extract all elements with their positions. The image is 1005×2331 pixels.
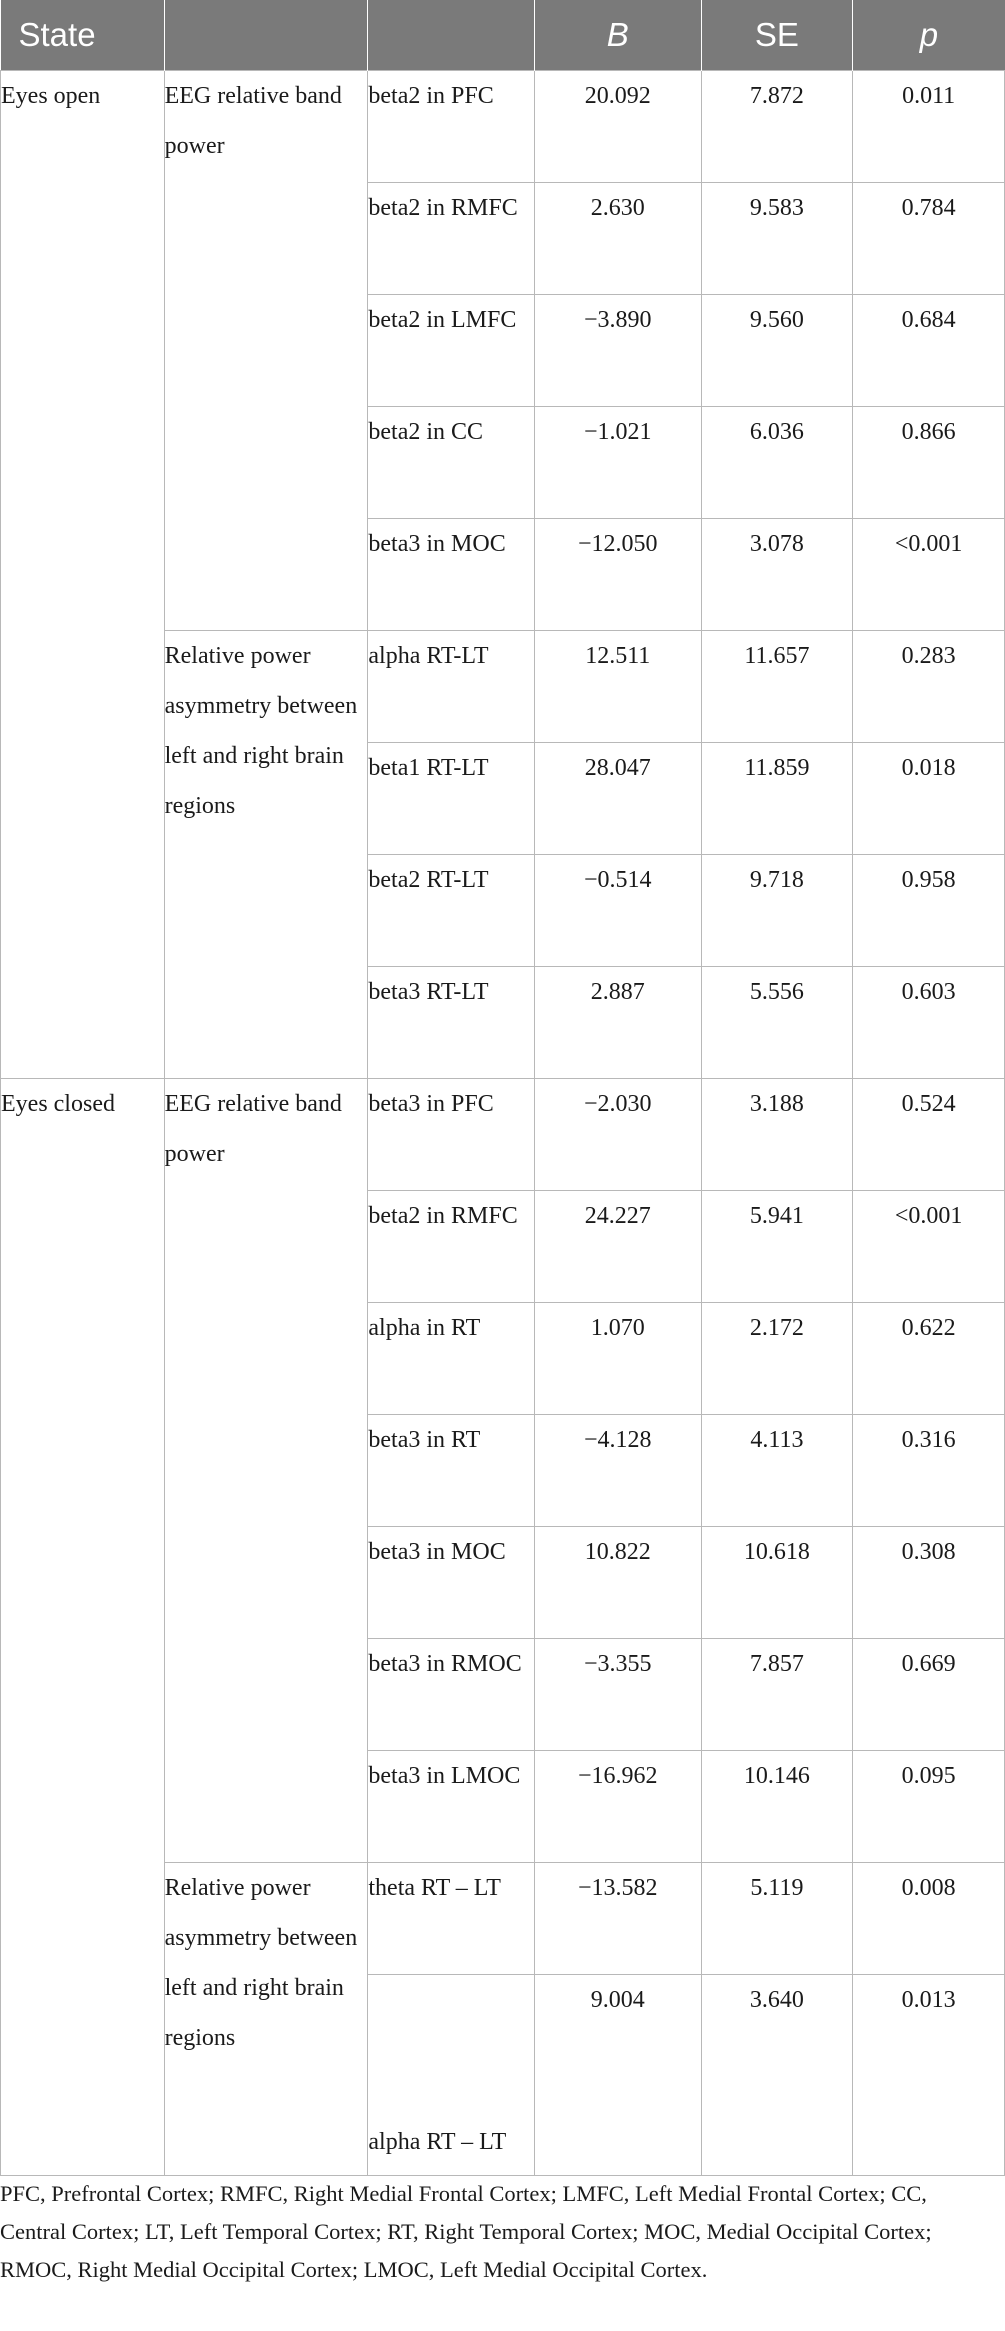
header-p: p <box>853 0 1005 71</box>
p-value-cell: 0.603 <box>853 967 1005 1079</box>
header-state: State <box>1 0 165 71</box>
measure-cell: beta3 RT-LT <box>368 967 535 1079</box>
p-value-cell: 0.308 <box>853 1527 1005 1639</box>
measure-cell: alpha RT – LT <box>368 1975 535 2176</box>
se-value-cell: 11.657 <box>701 631 853 743</box>
se-value-cell: 4.113 <box>701 1415 853 1527</box>
measure-cell: theta RT – LT <box>368 1863 535 1975</box>
measure-cell: beta2 in CC <box>368 407 535 519</box>
b-value-cell: 2.887 <box>534 967 701 1079</box>
se-value-cell: 10.618 <box>701 1527 853 1639</box>
measure-cell: beta1 RT-LT <box>368 743 535 855</box>
se-value-cell: 9.583 <box>701 183 853 295</box>
se-value-cell: 6.036 <box>701 407 853 519</box>
p-value-cell: 0.013 <box>853 1975 1005 2176</box>
p-value-cell: 0.669 <box>853 1639 1005 1751</box>
p-value-cell: 0.866 <box>853 407 1005 519</box>
b-value-cell: −1.021 <box>534 407 701 519</box>
b-value-cell: −4.128 <box>534 1415 701 1527</box>
state-cell: Eyes closed <box>1 1079 165 2176</box>
measure-cell: beta3 in RT <box>368 1415 535 1527</box>
category-cell: Relative power asymmetry between left and right brain regions <box>164 631 368 1079</box>
measure-cell: beta2 in LMFC <box>368 295 535 407</box>
se-value-cell: 3.078 <box>701 519 853 631</box>
se-value-cell: 5.556 <box>701 967 853 1079</box>
state-cell: Eyes open <box>1 71 165 1079</box>
b-value-cell: −13.582 <box>534 1863 701 1975</box>
category-cell: EEG relative band power <box>164 71 368 631</box>
b-value-cell: 28.047 <box>534 743 701 855</box>
se-value-cell: 7.857 <box>701 1639 853 1751</box>
se-value-cell: 2.172 <box>701 1303 853 1415</box>
p-value-cell: 0.622 <box>853 1303 1005 1415</box>
measure-cell: beta3 in PFC <box>368 1079 535 1191</box>
se-value-cell: 11.859 <box>701 743 853 855</box>
b-value-cell: −16.962 <box>534 1751 701 1863</box>
header-measure <box>368 0 535 71</box>
measure-cell: beta3 in RMOC <box>368 1639 535 1751</box>
measure-cell: beta2 in PFC <box>368 71 535 183</box>
measure-cell: beta3 in LMOC <box>368 1751 535 1863</box>
b-value-cell: −3.890 <box>534 295 701 407</box>
b-value-cell: −3.355 <box>534 1639 701 1751</box>
p-value-cell: 0.958 <box>853 855 1005 967</box>
header-category <box>164 0 368 71</box>
p-value-cell: 0.524 <box>853 1079 1005 1191</box>
b-value-cell: 10.822 <box>534 1527 701 1639</box>
p-value-cell: 0.784 <box>853 183 1005 295</box>
table-row <box>1 1079 1005 1191</box>
se-value-cell: 5.941 <box>701 1191 853 1303</box>
category-cell: Relative power asymmetry between left and right brain regions <box>164 1863 368 2176</box>
se-value-cell: 3.188 <box>701 1079 853 1191</box>
p-value-cell: <0.001 <box>853 1191 1005 1303</box>
se-value-cell: 5.119 <box>701 1863 853 1975</box>
measure-cell: alpha in RT <box>368 1303 535 1415</box>
table-footnote: PFC, Prefrontal Cortex; RMFC, Right Medial Frontal Cortex; LMFC, Left Medial Frontal Cortex; CC, Central Cortex; LT, Left Temporal Cortex; RT, Right Temporal Cortex; MOC, Medial Occipital Cortex; RMOC, Right Medial Occipital Cortex; LMOC, Left Medial Occipital Cortex. <box>0 2181 932 2282</box>
p-value-cell: 0.011 <box>853 71 1005 183</box>
p-value-cell: 0.316 <box>853 1415 1005 1527</box>
b-value-cell: 9.004 <box>534 1975 701 2176</box>
header-se: SE <box>701 0 853 71</box>
measure-cell: beta2 in RMFC <box>368 1191 535 1303</box>
b-value-cell: −12.050 <box>534 519 701 631</box>
p-value-cell: <0.001 <box>853 519 1005 631</box>
measure-cell: alpha RT-LT <box>368 631 535 743</box>
measure-cell: beta3 in MOC <box>368 519 535 631</box>
p-value-cell: 0.018 <box>853 743 1005 855</box>
b-value-cell: 1.070 <box>534 1303 701 1415</box>
b-value-cell: −0.514 <box>534 855 701 967</box>
measure-cell: beta2 RT-LT <box>368 855 535 967</box>
se-value-cell: 3.640 <box>701 1975 853 2176</box>
se-value-cell: 9.718 <box>701 855 853 967</box>
b-value-cell: 20.092 <box>534 71 701 183</box>
category-cell: EEG relative band power <box>164 1079 368 1863</box>
b-value-cell: 24.227 <box>534 1191 701 1303</box>
table-body <box>1 71 1005 2176</box>
header-b: B <box>534 0 701 71</box>
header-row <box>1 0 1005 71</box>
se-value-cell: 10.146 <box>701 1751 853 1863</box>
b-value-cell: −2.030 <box>534 1079 701 1191</box>
se-value-cell: 7.872 <box>701 71 853 183</box>
b-value-cell: 2.630 <box>534 183 701 295</box>
p-value-cell: 0.095 <box>853 1751 1005 1863</box>
b-value-cell: 12.511 <box>534 631 701 743</box>
p-value-cell: 0.008 <box>853 1863 1005 1975</box>
p-value-cell: 0.684 <box>853 295 1005 407</box>
measure-cell: beta2 in RMFC <box>368 183 535 295</box>
table-row <box>1 71 1005 183</box>
se-value-cell: 9.560 <box>701 295 853 407</box>
p-value-cell: 0.283 <box>853 631 1005 743</box>
measure-cell: beta3 in MOC <box>368 1527 535 1639</box>
